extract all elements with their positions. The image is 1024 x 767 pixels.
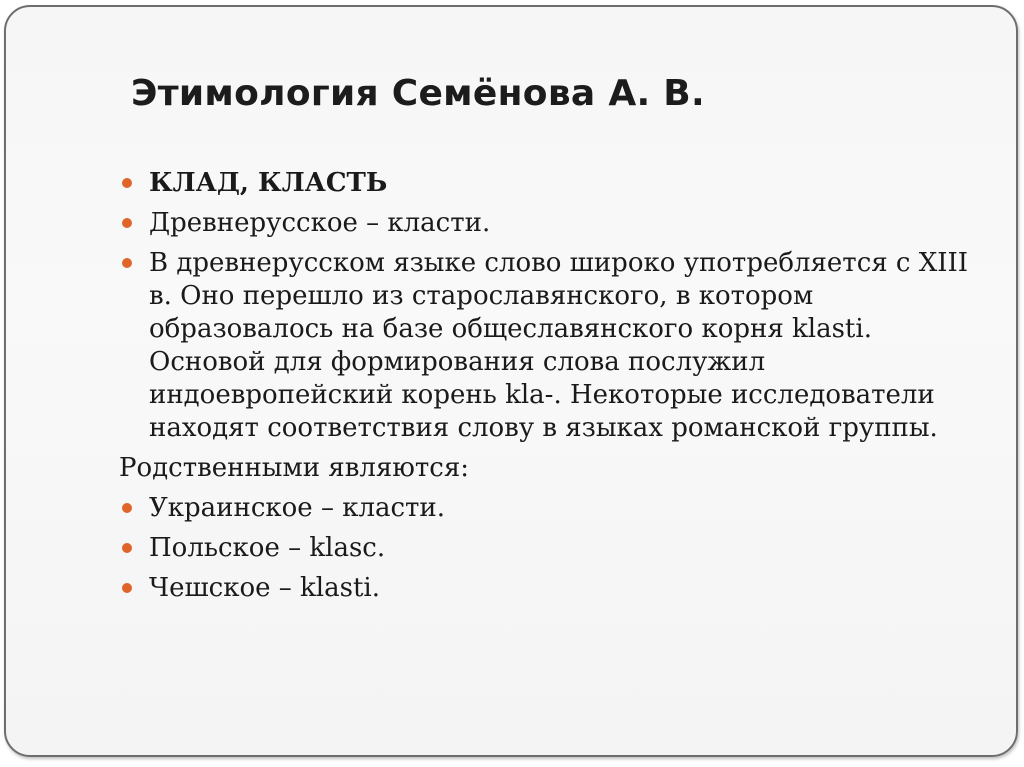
bullet-item-old-russian xyxy=(119,207,969,240)
bullet-item-polish xyxy=(119,532,969,565)
slide-content xyxy=(119,167,969,612)
bullet-text: Древнерусское – класти. xyxy=(149,208,491,238)
bullet-item-ukrainian xyxy=(119,492,969,525)
bullet-text: Украинское – класти. xyxy=(149,493,446,523)
bullet-dot-icon xyxy=(122,178,132,188)
bullet-dot-icon xyxy=(122,503,132,513)
bullet-dot-icon xyxy=(122,543,132,553)
bullet-text: В древнерусском языке слово широко употребляется с XIII в. Оно перешло из старославянского, в котором образовалось на базе общеславянского корня klasti. Основой для формирования слова послужил индоевропейский корень kla-. Некоторые исследователи находят соответствия слову в языках романской группы. xyxy=(149,248,969,443)
bullet-item-klad xyxy=(119,167,969,200)
bullet-item-etymology-paragraph xyxy=(119,247,969,445)
bullet-item-czech xyxy=(119,572,969,605)
slide-frame xyxy=(4,5,1018,757)
related-heading: Родственными являются: xyxy=(119,453,469,483)
bullet-dot-icon xyxy=(122,583,132,593)
bullet-dot-icon xyxy=(122,258,132,268)
slide-title: Этимология Семёнова А. В. xyxy=(131,73,706,114)
bullet-dot-icon xyxy=(122,218,132,228)
bullet-text: Чешское – klasti. xyxy=(149,573,380,603)
bullet-text: Польское – klasc. xyxy=(149,533,386,563)
bullet-text: КЛАД, КЛАСТЬ xyxy=(149,168,388,198)
